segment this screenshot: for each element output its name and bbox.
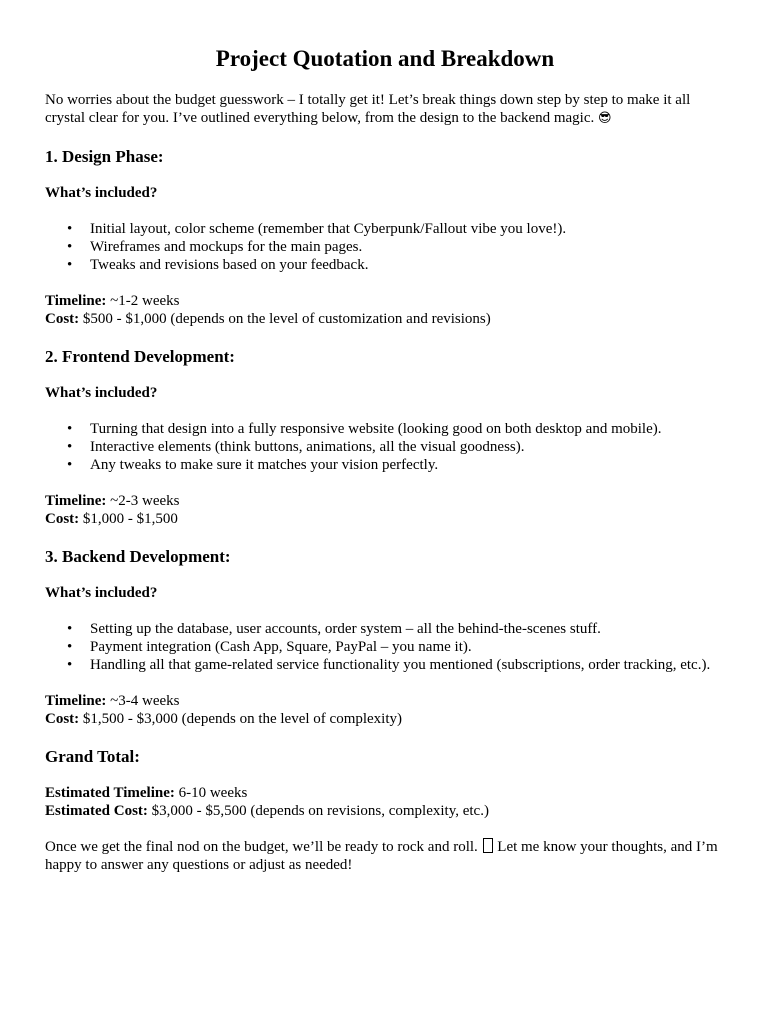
cost-label: Cost:	[45, 510, 80, 527]
cost-value: $500 - $1,000 (depends on the level of customization and revisions)	[82, 310, 491, 327]
list-item: • Wireframes and mockups for the main pages.	[90, 238, 725, 256]
grand-total-title: Grand Total:	[45, 746, 140, 766]
section-meta	[45, 292, 725, 328]
intro-paragraph	[45, 91, 725, 128]
sunglasses-emoji-icon: 😎	[598, 110, 612, 126]
list-item: • Turning that design into a fully responsive website (looking good on both desktop and mobile).	[90, 420, 725, 438]
estimated-timeline-label: Estimated Timeline:	[45, 784, 175, 801]
document-title: Project Quotation and Breakdown	[215, 46, 555, 71]
included-list	[45, 420, 725, 474]
closing-text-start: Once we get the final nod on the budget, we’ll be ready to rock and roll.	[45, 838, 478, 855]
list-item: • Any tweaks to make sure it matches your vision perfectly.	[90, 456, 725, 474]
timeline-value: ~3-4 weeks	[110, 692, 180, 709]
list-item: • Initial layout, color scheme (remember that Cyberpunk/Fallout vibe you love!).	[90, 220, 725, 238]
cost-value: $1,500 - $3,000 (depends on the level of complexity)	[82, 710, 403, 727]
estimated-timeline-value: 6-10 weeks	[178, 784, 248, 801]
section-design	[45, 147, 725, 328]
timeline-label: Timeline:	[45, 692, 107, 709]
timeline-label: Timeline:	[45, 492, 107, 509]
list-item: • Tweaks and revisions based on your feedback.	[90, 256, 725, 274]
section-grand-total	[45, 747, 725, 820]
document-page	[45, 44, 725, 874]
section-backend	[45, 547, 725, 728]
cost-line	[45, 310, 725, 328]
included-heading: What’s included?	[45, 184, 158, 201]
closing-text-end: Let me know your thoughts, and I’m happy to answer any questions or adjust as needed!	[45, 838, 718, 873]
list-item: • Setting up the database, user accounts, order system – all the behind-the-scenes stuff.	[90, 620, 725, 638]
included-list	[45, 620, 725, 674]
list-item: • Payment integration (Cash App, Square, PayPal – you name it).	[90, 638, 725, 656]
section-frontend	[45, 347, 725, 528]
estimated-cost-line	[45, 802, 725, 820]
cost-label: Cost:	[45, 310, 80, 327]
estimated-cost-label: Estimated Cost:	[45, 802, 148, 819]
cost-value: $1,000 - $1,500	[82, 510, 178, 527]
section-meta	[45, 492, 725, 528]
timeline-label: Timeline:	[45, 292, 107, 309]
list-item: • Handling all that game-related service functionality you mentioned (subscriptions, order tracking, etc.).	[90, 656, 725, 674]
timeline-line	[45, 492, 725, 510]
section-title: 1. Design Phase:	[45, 146, 164, 166]
timeline-line	[45, 292, 725, 310]
timeline-value: ~2-3 weeks	[110, 492, 180, 509]
intro-text: No worries about the budget guesswork – I totally get it! Let’s break things down step by step to make it all crystal clear for you. I’ve outlined everything below, from the design to the backend magic.	[45, 91, 691, 126]
included-list	[45, 220, 725, 274]
included-heading: What’s included?	[45, 584, 158, 601]
grand-total-meta	[45, 784, 725, 820]
cost-label: Cost:	[45, 710, 80, 727]
estimated-timeline-line	[45, 784, 725, 802]
timeline-value: ~1-2 weeks	[110, 292, 180, 309]
included-heading: What’s included?	[45, 384, 158, 401]
section-title: 3. Backend Development:	[45, 546, 231, 566]
missing-glyph-icon	[483, 838, 493, 853]
timeline-line	[45, 692, 725, 710]
cost-line	[45, 510, 725, 528]
list-item: • Interactive elements (think buttons, animations, all the visual goodness).	[90, 438, 725, 456]
closing-paragraph	[45, 838, 725, 874]
section-title: 2. Frontend Development:	[45, 346, 235, 366]
cost-line	[45, 710, 725, 728]
section-meta	[45, 692, 725, 728]
estimated-cost-value: $3,000 - $5,500 (depends on revisions, complexity, etc.)	[151, 802, 489, 819]
